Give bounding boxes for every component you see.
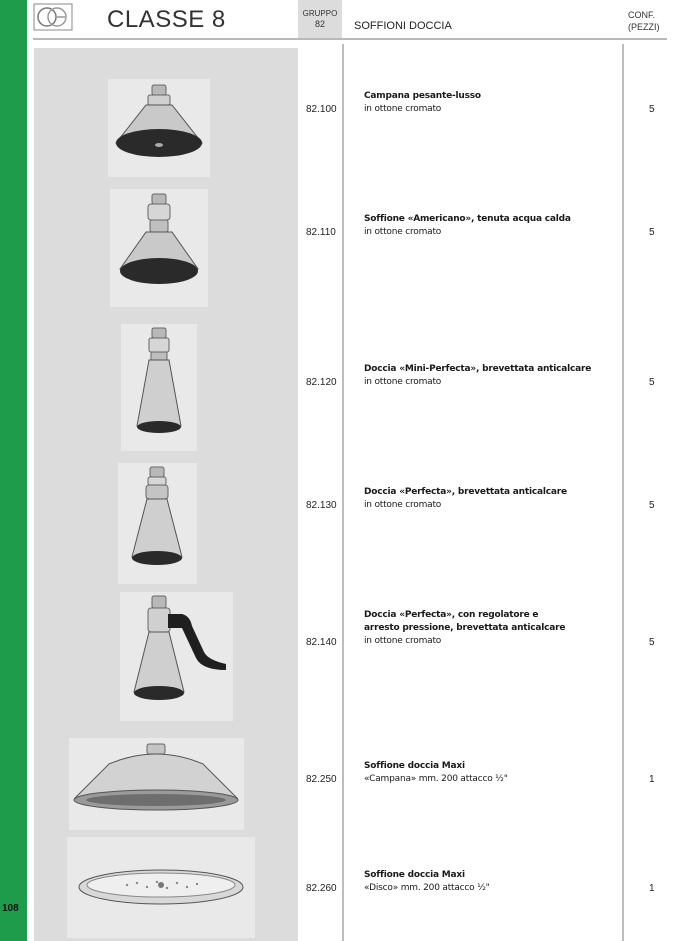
shower-head-american-image — [110, 189, 208, 307]
product-subtitle: «Disco» mm. 200 attacco ½" — [364, 883, 490, 893]
page-number: 108 — [2, 903, 19, 914]
doccia-perfecta-regolatore-image — [120, 592, 233, 721]
section-title: SOFFIONI DOCCIA — [354, 20, 452, 32]
product-subtitle: in ottone cromato — [364, 500, 442, 510]
product-subtitle: in ottone cromato — [364, 104, 442, 114]
product-title: Soffione doccia Maxi — [364, 870, 465, 880]
gruppo-number: 82 — [314, 19, 325, 29]
product-quantity: 1 — [649, 883, 655, 894]
product-description — [364, 486, 567, 512]
product-code: 82.250 — [306, 774, 337, 785]
column-divider — [622, 44, 624, 941]
product-title: Doccia «Perfecta», brevettata anticalcare — [364, 487, 567, 497]
product-title: Soffione «Americano», tenuta acqua calda — [364, 214, 571, 224]
header-divider — [33, 38, 667, 40]
product-title-line2: arresto pressione, brevettata anticalcare — [364, 623, 566, 633]
product-quantity: 5 — [649, 377, 655, 388]
product-description — [364, 363, 591, 389]
class-title: CLASSE 8 — [107, 6, 226, 33]
product-description — [364, 213, 571, 239]
shower-head-bell-image — [108, 79, 210, 177]
product-code: 82.110 — [306, 227, 336, 238]
product-quantity: 1 — [649, 774, 655, 785]
product-title: Campana pesante-lusso — [364, 91, 481, 101]
product-title: Doccia «Mini-Perfecta», brevettata anticalcare — [364, 364, 592, 374]
soffione-maxi-campana-image — [69, 738, 244, 830]
conf-label-line1: CONF. — [628, 10, 655, 20]
brand-logo — [33, 3, 73, 31]
doccia-mini-perfecta-image — [121, 324, 197, 451]
product-code: 82.100 — [306, 104, 337, 115]
doccia-perfecta-image — [118, 463, 197, 584]
soffione-maxi-disco-image — [67, 837, 255, 938]
product-subtitle: «Campana» mm. 200 attacco ½" — [364, 774, 508, 784]
product-quantity: 5 — [649, 500, 655, 511]
column-divider — [342, 44, 344, 941]
product-description — [364, 90, 481, 116]
product-quantity: 5 — [649, 104, 655, 115]
gruppo-label: GRUPPO — [302, 9, 338, 18]
product-description — [364, 760, 508, 786]
product-quantity: 5 — [649, 637, 655, 648]
product-code: 82.130 — [306, 500, 337, 511]
product-code: 82.140 — [306, 637, 337, 648]
conf-label — [628, 9, 660, 33]
product-quantity: 5 — [649, 227, 655, 238]
product-description — [364, 609, 565, 648]
conf-label-line2: (PEZZI) — [628, 22, 660, 32]
product-description — [364, 869, 490, 895]
green-side-bar — [0, 0, 27, 941]
product-subtitle: in ottone cromato — [364, 227, 442, 237]
product-title: Soffione doccia Maxi — [364, 761, 465, 771]
product-code: 82.260 — [306, 883, 337, 894]
gruppo-box — [298, 0, 342, 38]
product-subtitle: in ottone cromato — [364, 636, 442, 646]
product-title: Doccia «Perfecta», con regolatore e — [364, 610, 539, 620]
product-subtitle: in ottone cromato — [364, 377, 442, 387]
product-code: 82.120 — [306, 377, 337, 388]
